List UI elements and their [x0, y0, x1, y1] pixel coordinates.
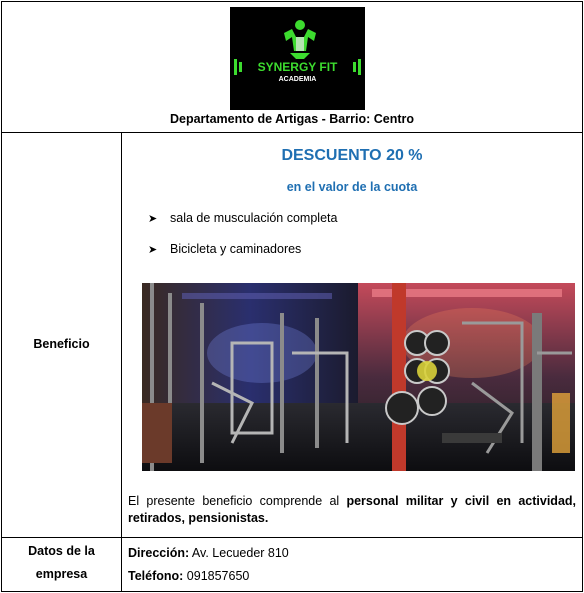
- list-item: [148, 242, 301, 256]
- address-line: [128, 546, 289, 560]
- phone-value: 091857650: [183, 569, 250, 583]
- benefit-label-cell: [1, 132, 122, 538]
- address-value: Av. Lecueder 810: [189, 546, 289, 560]
- arrow-bullet-icon: ➤: [148, 213, 158, 225]
- description-bold: personal militar y civil en actividad, retirados, pensionistas.: [128, 494, 576, 525]
- logo: [230, 7, 365, 110]
- company-label-line2: empresa: [35, 567, 88, 581]
- discount-subtitle: en el valor de la cuota: [286, 180, 418, 194]
- list-item: [148, 211, 337, 225]
- logo-text: SYNERGY FIT: [257, 60, 338, 74]
- phone-label: Teléfono:: [128, 569, 184, 583]
- company-content-cell: [121, 537, 583, 592]
- benefit-content-cell: [121, 132, 583, 538]
- arrow-bullet-icon: ➤: [148, 244, 158, 256]
- list-item-text: Bicicleta y caminadores: [170, 242, 302, 256]
- logo-subtext: ACADEMIA: [278, 76, 317, 83]
- header-cell: [1, 1, 583, 133]
- company-label-line1: Datos de la: [28, 544, 95, 558]
- address-label: Dirección:: [128, 546, 190, 560]
- benefit-label: Beneficio: [33, 337, 90, 351]
- description-prefix: El presente beneficio comprende al: [128, 494, 347, 508]
- company-label-cell: [1, 537, 122, 592]
- gym-photo: [142, 283, 575, 471]
- list-item-text: sala de musculación completa: [170, 211, 338, 225]
- location-subtitle: Departamento de Artigas - Barrio: Centro: [169, 112, 415, 126]
- phone-line: [128, 569, 249, 583]
- discount-title: DESCUENTO 20 %: [281, 147, 423, 164]
- benefit-description: [128, 493, 576, 527]
